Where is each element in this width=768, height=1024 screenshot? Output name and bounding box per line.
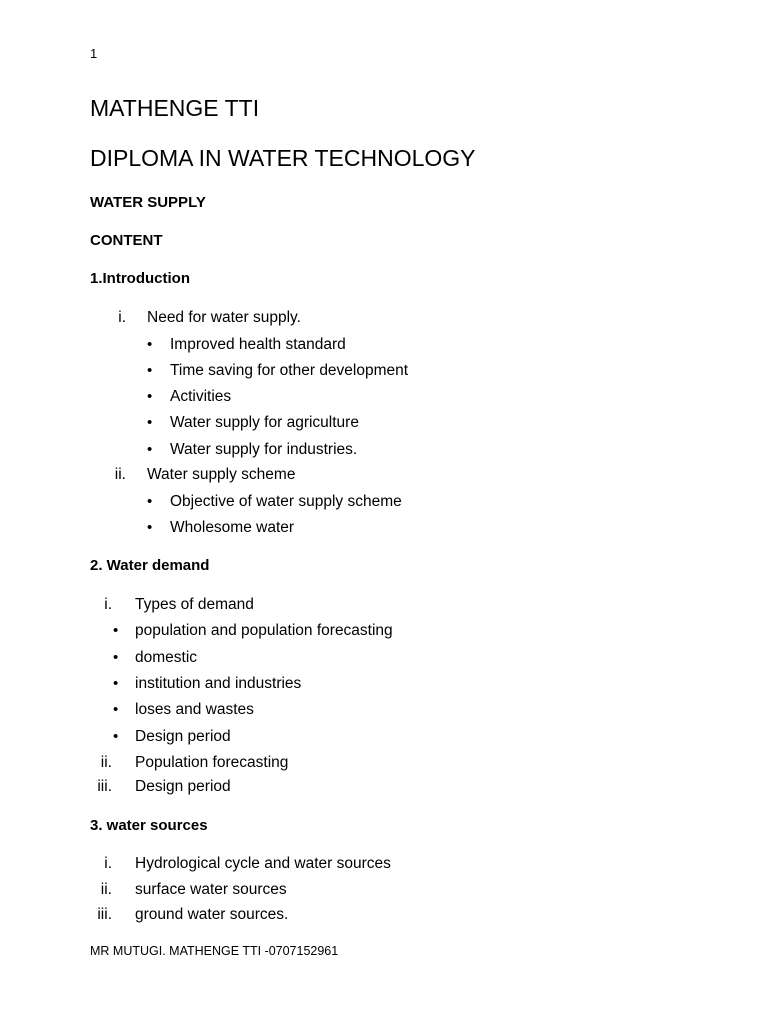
list-item: Wholesome water	[170, 519, 295, 536]
list-item: Activities	[170, 388, 232, 405]
bullet-icon: •	[147, 414, 153, 431]
list-item: ground water sources.	[135, 906, 289, 923]
list-item: Hydrological cycle and water sources	[135, 855, 391, 872]
list-item: Water supply scheme	[147, 466, 296, 483]
bullet-icon: •	[147, 493, 153, 510]
list-item: loses and wastes	[135, 701, 254, 718]
list-item: Objective of water supply scheme	[170, 493, 402, 510]
list-item: Time saving for other development	[170, 362, 409, 379]
bullet-icon: •	[113, 701, 119, 718]
list-number: i.	[104, 855, 112, 872]
course-heading: WATER SUPPLY	[90, 194, 206, 211]
list-item: Improved health standard	[170, 336, 346, 353]
bullet-icon: •	[113, 622, 119, 639]
bullet-icon: •	[113, 649, 119, 666]
document-title: MATHENGE TTI	[90, 95, 260, 121]
bullet-icon: •	[147, 362, 153, 379]
list-number: ii.	[100, 754, 112, 771]
bullet-icon: •	[147, 336, 153, 353]
bullet-icon: •	[147, 519, 153, 536]
section-2-heading: 2. Water demand	[90, 557, 210, 574]
list-item: institution and industries	[135, 675, 302, 692]
section-1-heading: 1.Introduction	[90, 270, 190, 287]
list-number: i.	[104, 596, 112, 613]
page-footer: MR MUTUGI. MATHENGE TTI -0707152961	[90, 944, 339, 958]
list-item: Need for water supply.	[147, 309, 301, 326]
bullet-icon: •	[147, 441, 153, 458]
list-number: ii.	[100, 881, 112, 898]
page-number: 1	[90, 46, 98, 61]
list-number: iii.	[97, 906, 112, 923]
list-item: Types of demand	[135, 596, 254, 613]
list-item: Water supply for industries.	[170, 441, 358, 458]
list-item: Population forecasting	[135, 754, 289, 771]
list-item: Design period	[135, 778, 231, 795]
list-item: population and population forecasting	[135, 622, 393, 639]
list-number: i.	[118, 309, 126, 326]
section-3-heading: 3. water sources	[90, 817, 208, 834]
list-item: surface water sources	[135, 881, 287, 898]
list-number: iii.	[97, 778, 112, 795]
bullet-icon: •	[113, 675, 119, 692]
list-item: Design period	[135, 728, 231, 745]
content-heading: CONTENT	[90, 232, 163, 249]
document-subtitle: DIPLOMA IN WATER TECHNOLOGY	[90, 145, 476, 171]
list-item: Water supply for agriculture	[170, 414, 359, 431]
bullet-icon: •	[113, 728, 119, 745]
list-item: domestic	[135, 649, 198, 666]
bullet-icon: •	[147, 388, 153, 405]
list-number: ii.	[114, 466, 126, 483]
